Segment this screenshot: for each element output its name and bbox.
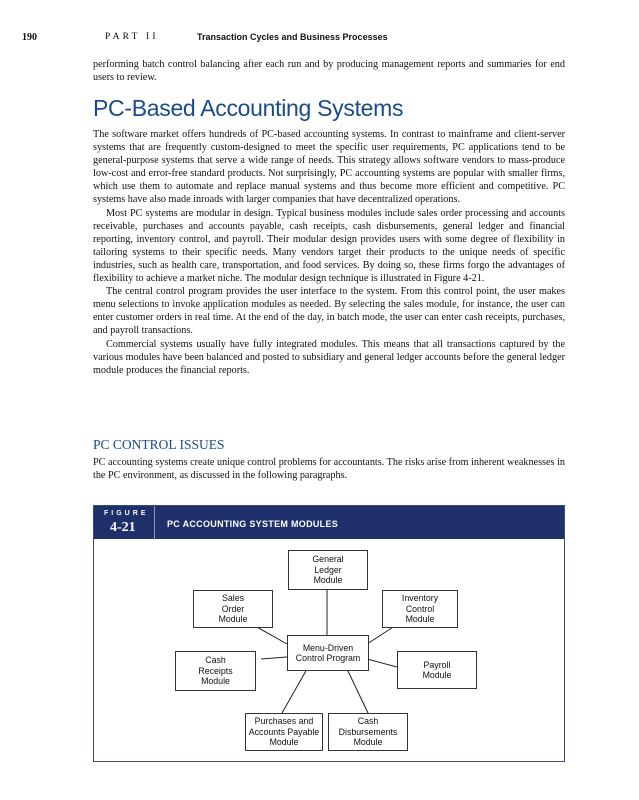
line-to-cash-receipts xyxy=(261,657,287,659)
paragraph-3: The central control program provides the user interface to the system. From this control point, the user makes menu selections to invoke application modules as needed. By selecting the sales module, for instance, the user can enter customer orders in real time. At the end of the day, in batch mode, the user can enter cash receipts, purchases, and payroll transactions. xyxy=(93,286,565,337)
intro-paragraph: performing batch control balancing after each run and by producing management reports and summaries for end users to review. xyxy=(93,59,565,84)
section-title: PC-Based Accounting Systems xyxy=(93,95,404,121)
chapter-title: Transaction Cycles and Business Processes xyxy=(197,32,388,42)
figure-number: 4-21 xyxy=(110,520,136,535)
paragraph-2: Most PC systems are modular in design. Typical business modules include sales order processing and accounts receivable, purchases and accounts payable, cash receipts, cash disbursements, general ledger and financial reporting, inventory control, and payroll. Their modular design provides users with some degree of flexibility in tailoring systems to their specific needs. Many vendors target their products to the unique needs of specific industries, such as health care, transportation, and food services. By doing so, these firms forgo the advantages of flexibility to achieve a market niche. The modular design technique is illustrated in Figure 4-21. xyxy=(93,207,565,285)
purchases-payable-module: Purchases and Accounts Payable Module xyxy=(245,713,323,751)
line-to-cash-disbursements xyxy=(347,669,368,713)
line-to-payroll xyxy=(367,659,397,667)
paragraph-1: The software market offers hundreds of PC-based accounting systems. In contrast to mainframe and client-server systems that are frequently custom-designed to meet the specific user requirements, PC applications tend to be general-purpose systems that serve a wide range of needs. This strategy allows software vendors to mass-produce low-cost and error-free standard products. Not surprisingly, PC accounting systems are popular with smaller firms, which use them to automate and replace manual systems and thus become more efficient and competitive. PC systems have also made inroads with larger companies that have decentralized operations. xyxy=(93,129,565,206)
inventory-control-module: Inventory Control Module xyxy=(382,590,458,628)
figure-title: PC ACCOUNTING SYSTEM MODULES xyxy=(167,519,339,529)
paragraph-4: Commercial systems usually have fully integrated modules. This means that all transactions captured by the various modules have been balanced and posted to subsidiary and general ledger accounts before the general ledger module produces the financial reports. xyxy=(93,338,565,376)
payroll-module: Payroll Module xyxy=(397,651,477,689)
menu-driven-control-program: Menu-Driven Control Program xyxy=(287,635,369,671)
running-header xyxy=(22,32,599,44)
figure-4-21 xyxy=(93,505,565,762)
part-label: PART II xyxy=(105,32,159,42)
subsection-body xyxy=(93,456,565,482)
section-body xyxy=(93,128,565,377)
subsection-paragraph: PC accounting systems create unique control problems for accountants. The risks arise from inherent weaknesses in the PC environment, as discussed in the following paragraphs. xyxy=(93,457,565,482)
intro-text xyxy=(93,58,565,84)
figure-label: FIGURE xyxy=(104,510,149,517)
general-ledger-module: General Ledger Module xyxy=(288,550,368,590)
sales-order-module: Sales Order Module xyxy=(193,590,273,628)
subsection-title: PC CONTROL ISSUES xyxy=(93,437,225,452)
cash-disbursements-module: Cash Disbursements Module xyxy=(328,713,408,751)
page-number: 190 xyxy=(22,32,37,43)
line-to-purchases xyxy=(282,669,307,713)
cash-receipts-module: Cash Receipts Module xyxy=(175,651,256,691)
